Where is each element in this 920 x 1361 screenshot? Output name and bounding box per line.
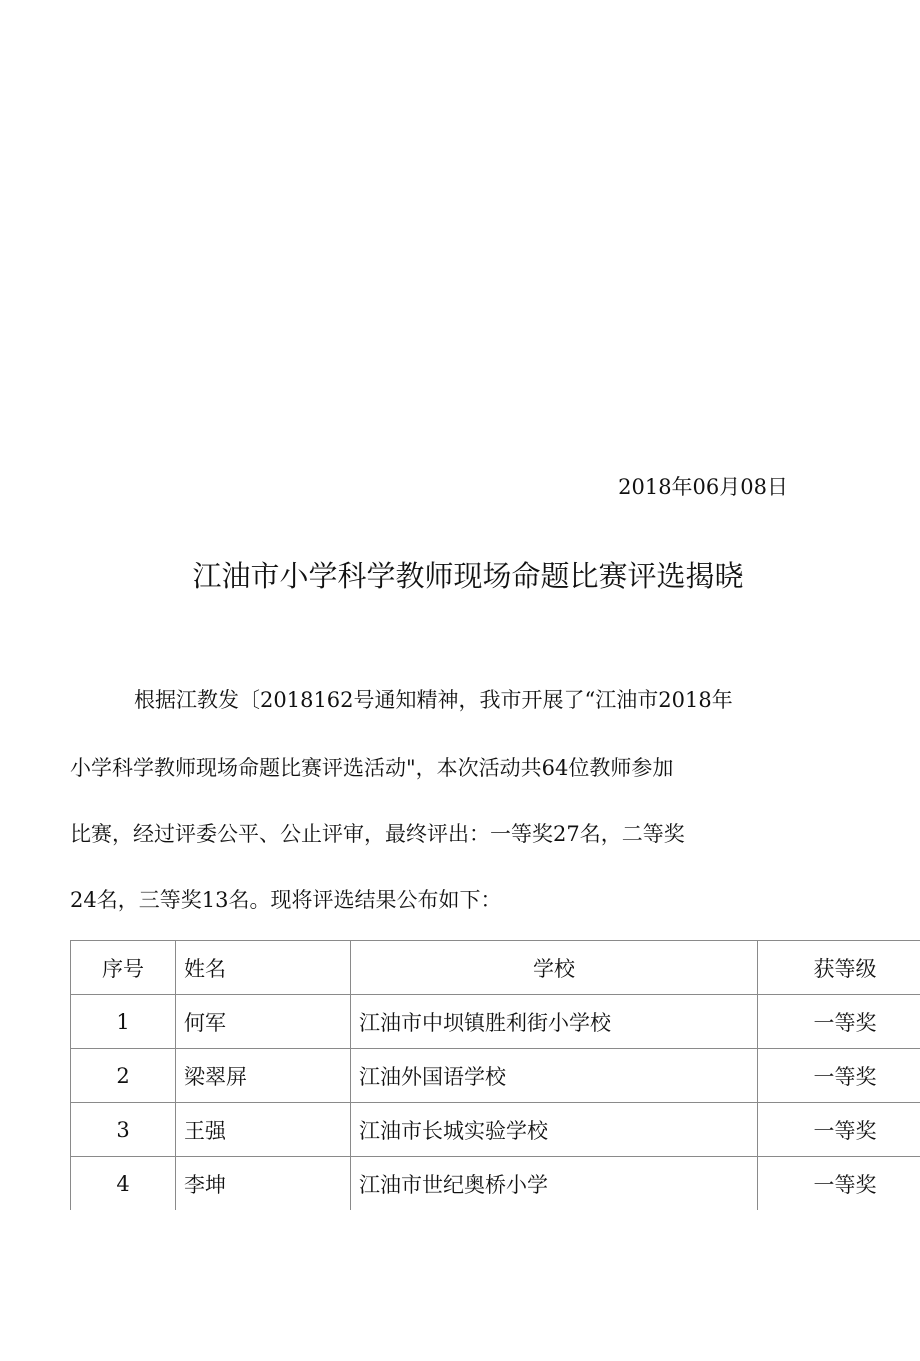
cell-name: 梁翠屏 [176,1049,351,1103]
header-award-level: 获等级 [758,941,920,995]
cell-name: 何军 [176,995,351,1049]
header-school: 学校 [351,941,758,995]
header-serial-number: 序号 [71,941,176,995]
table-row [71,1157,920,1211]
paragraph-line: 根据江教发〔2018162号通知精神，我市开展了“江油市2018年 [134,688,733,712]
cell-name: 李坤 [176,1157,351,1211]
table-row [71,1049,920,1103]
cell-serial-number: 2 [71,1049,176,1103]
cell-school: 江油市世纪奥桥小学 [351,1157,758,1211]
cell-serial-number: 1 [71,995,176,1049]
cell-award-level: 一等奖 [758,1103,920,1157]
paragraph-line: 24名，三等奖13名。现将评选结果公布如下： [70,888,502,912]
cell-serial-number: 3 [71,1103,176,1157]
cell-school: 江油外国语学校 [351,1049,758,1103]
table-row [71,1103,920,1157]
header-name: 姓名 [176,941,351,995]
paragraph-line: 小学科学教师现场命题比赛评选活动"，本次活动共64位教师参加 [70,756,674,780]
table-row [71,995,920,1049]
results-table [70,940,920,1210]
document-title: 江油市小学科学教师现场命题比赛评选揭晓 [192,559,744,593]
cell-award-level: 一等奖 [758,995,920,1049]
document-date: 2018年06月08日 [618,475,788,499]
cell-award-level: 一等奖 [758,1157,920,1211]
cell-serial-number: 4 [71,1157,176,1211]
cell-school: 江油市中坝镇胜利街小学校 [351,995,758,1049]
cell-name: 王强 [176,1103,351,1157]
table-header-row [71,941,920,995]
paragraph-line: 比赛，经过评委公平、公止评审，最终评出：一等奖27名，二等奖 [70,822,685,846]
cell-school: 江油市长城实验学校 [351,1103,758,1157]
cell-award-level: 一等奖 [758,1049,920,1103]
